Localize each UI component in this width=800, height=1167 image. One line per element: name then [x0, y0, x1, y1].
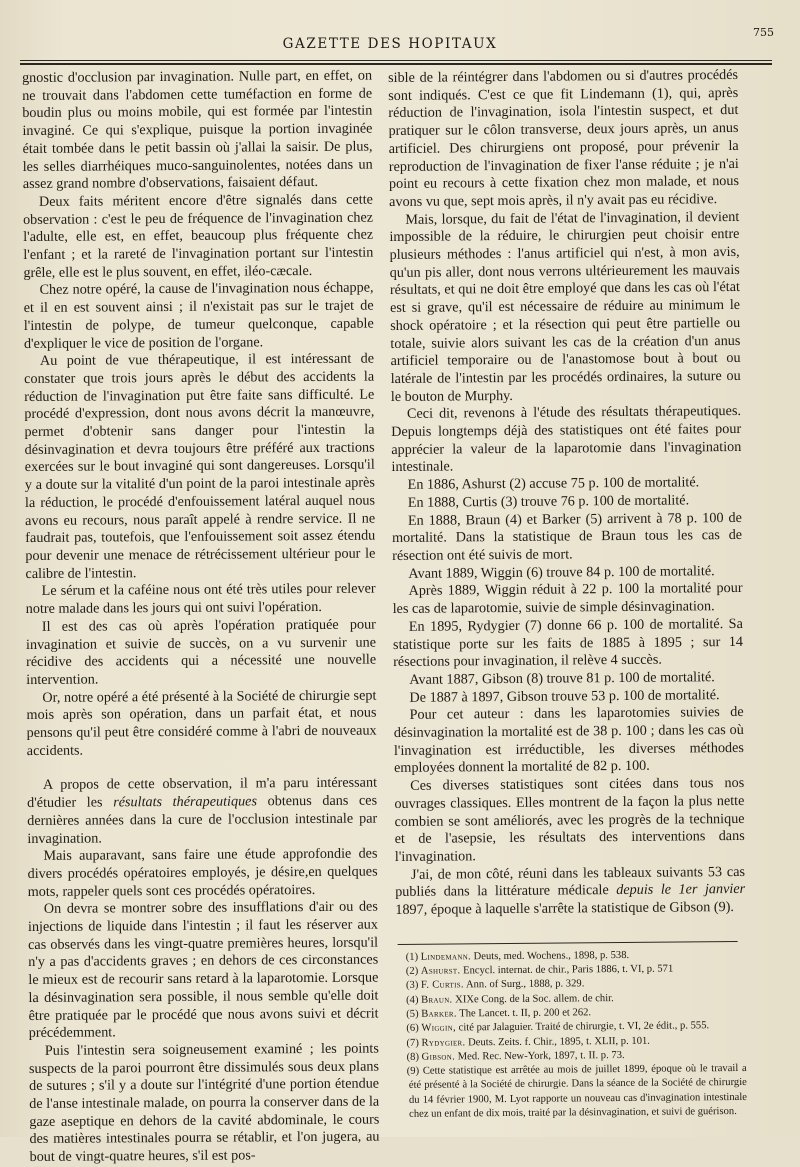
- footnote-author: Braun.: [421, 994, 452, 1005]
- footnote-number: (9): [407, 1066, 419, 1077]
- paragraph: sible de la réintégrer dans l'abdomen ou si d'autres procédés sont indiqués. C'est ce que fit Lindemann (1), qui, après réduction de l'invagination, isola l'intestin suspect, et dut pratiquer sur le côlon transverse, deux jours après, un anus artificiel. Des chirurgiens ont proposé, pour prévenir la reproduction de l'invagination de fixer l'anse réduite ; je n'ai point eu recours à cette fixation chez mon malade, et nous avons vu que, sept mois après, il n'y avait pas eu récidive.: [388, 67, 739, 212]
- text-run: A propos de cette observation, il m'a paru intéressant d'étudier les: [27, 775, 377, 811]
- footnote-text: cité par Jalaguier. Traité de chirurgie, t. VI, 2e édit., p. 555.: [456, 1020, 709, 1033]
- footnote-number: (5): [406, 1009, 418, 1020]
- header-rule-thick: [20, 63, 772, 65]
- paragraph: Le sérum et la caféine nous ont été très utiles pour relever notre malade dans les jours qui ont suivi l'opération.: [26, 581, 376, 619]
- paragraph: Pour cet auteur : dans les laparotomies suivies de désinvagination la mortalité est de 38 p. 100 ; dans les cas où l'invagination est irréductible, les diverses méthodes employées donnent la mortalité de 82 p. 100.: [394, 704, 745, 778]
- paragraph: Mais, lorsque, du fait de l'état de l'invagination, il devient impossible de la réduire, le chirurgien peut choisir entre plusieurs méthodes : l'anus artificiel qui n'est, à mon avis, qu'un pis aller, dont nous verrons ultérieurement les mauvais résultats, et qui ne doit être employé que dans les cas où l'état est si grave, qu'il est nécessaire de réduire au minimum le shock opératoire ; et la résection qui peut être partielle ou totale, suivie alors suivant les cas de la création d'un anus artificiel temporaire ou de l'anastomose bout à bout ou latérale de l'intestin par les procédés ordinaires, la suture ou le bouton de Murphy.: [389, 209, 741, 407]
- paragraph: Deux faits méritent encore d'être signalés dans cette observation : c'est le peu de fréquence de l'invagination chez l'adulte, elle est, en effet, beaucoup plus fréquente chez l'enfant ; et la rareté de l'invagination portant sur l'intestin grêle, elle est le plus souvent, en effet, iléo-cæcale.: [23, 191, 374, 282]
- footnote-text: Ann. of Surg., 1888, p. 329.: [464, 979, 585, 991]
- statistic-line: Après 1889, Wiggin réduit à 22 p. 100 la mortalité pour les cas de laparotomie, suivie de simple désinvagination.: [392, 580, 742, 618]
- text-run: obtenus dans ces dernières années dans la cure de l'occlusion intestinale par invagination.: [27, 793, 377, 847]
- footnote-number: (6): [406, 1023, 418, 1034]
- paragraph: [27, 775, 377, 848]
- statistic-line: En 1886, Ashurst (2) accuse 75 p. 100 de mortalité.: [392, 474, 742, 495]
- footnote-author: Rydygier.: [421, 1037, 465, 1048]
- footnote-text: Med. Rec. New-York, 1897, t. II. p. 73.: [455, 1050, 625, 1062]
- header-rule: [20, 60, 772, 61]
- paragraph: Au point de vue thérapeutique, il est intéressant de constater que trois jours après le début des accidents la réduction de l'invagination put être faite sans difficulté. Le procédé d'expression, dont nous avons décrit la manœuvre, permet d'obtenir sans danger pour l'intestin la désinvagination et devra toujours être préféré aux tractions exercées sur le bout invaginé qui sont dangereuses. Lorsqu'il y a doute sur la vitalité d'un point de la paroi intestinale après la réduction, le procédé d'enfouissement latéral auquel nous avons eu recours, nous paraît appelé à rendre service. Il ne faudrait pas, toutefois, que l'enfouissement soit assez étendu pour devenir une menace de rétrécissement ultérieur pour le calibre de l'intestin.: [24, 351, 376, 584]
- paragraph: [395, 864, 745, 920]
- statistic-line: En 1888, Braun (4) et Barker (5) arrivent à 78 p. 100 de mortalité. Dans la statistique de Braun tous les cas de résection ont été suivis de mort.: [392, 510, 742, 566]
- footnote-author: F. Curtis.: [421, 980, 464, 991]
- footnote-author: Wiggin,: [421, 1023, 456, 1034]
- footnote: [396, 1019, 746, 1036]
- statistic-line: En 1888, Curtis (3) trouve 76 p. 100 de mortalité.: [392, 492, 742, 513]
- text-run: J'ai, de mon côté, réuni dans les tableaux suivants 53 cas publiés dans la littérature médicale: [395, 864, 745, 901]
- journal-title: GAZETTE DES HOPITAUX: [260, 36, 520, 52]
- paragraph: gnostic d'occlusion par invagination. Nulle part, en effet, on ne trouvait dans l'abdomen cette tuméfaction en forme de boudin plus ou moins mobile, qui est formée par l'intestin invaginé. Ce qui s'explique, puisque la portion invaginée était tombée dans le petit bassin où j'allai la saisir. De plus, les selles diarrhéiques muco-sanguinolentes, notées dans un assez grand nombre d'observations, faisaient défaut.: [22, 68, 373, 194]
- statistic-line: En 1895, Rydygier (7) donne 66 p. 100 de mortalité. Sa statistique porte sur les faits de 1885 à 1895 ; sur 14 résections pour invagination, il relève 4 succès.: [393, 616, 743, 672]
- footnote-text: Encycl. internat. de chir., Paris 1886, t. VI, p. 571: [460, 964, 673, 977]
- footnote-author: Lindemann.: [421, 951, 471, 962]
- footnote-author: Ashurst.: [421, 965, 461, 976]
- footnote-author: Gibson.: [422, 1051, 456, 1062]
- paragraph: On devra se montrer sobre des insufflations d'air ou des injections de liquide dans l'intestin ; il faut les réserver aux cas observés dans les vingt-quatre premières heures, lorsqu'il n'y a pas d'accidents graves ; en dehors de ces circonstances le mieux est de recourir sans retard à la laparotomie. Lorsque la désinvagination sera possible, il nous semble qu'elle doit être pratiquée par le procédé que nous avons suivi et décrit précédemment.: [28, 899, 379, 1043]
- footnote: [397, 1062, 747, 1122]
- footnote-number: (8): [407, 1052, 419, 1063]
- footnote-author: Barker.: [421, 1008, 457, 1019]
- footnote-text: Deuts, med. Wochens., 1898, p. 538.: [471, 950, 629, 962]
- footnote-rule: [398, 941, 738, 945]
- left-column: [22, 68, 380, 1167]
- footnote-number: (7): [406, 1037, 418, 1048]
- footnotes: [396, 948, 747, 1123]
- footnote-number: (4): [406, 994, 418, 1005]
- footnote-number: (1): [406, 952, 418, 963]
- paragraph: Mais auparavant, sans faire une étude approfondie des divers procédés opératoires employés, je désire,en quelques mots, rappeler quels sont ces procédés opératoires.: [27, 846, 377, 902]
- paragraph: Il est des cas où après l'opération pratiquée pour invagination et suivie de succès, on a vu survenir une récidive des accidents qui a nécessité une nouvelle intervention.: [26, 616, 376, 689]
- italic-run: depuis le 1er janvier: [616, 881, 745, 898]
- right-column: [388, 67, 747, 1122]
- statistic-line: Avant 1887, Gibson (8) trouve 81 p. 100 de mortalité.: [393, 669, 743, 690]
- statistic-line: Avant 1889, Wiggin (6) trouve 84 p. 100 de mortalité.: [392, 563, 742, 584]
- statistic-line: De 1887 à 1897, Gibson trouve 53 p. 100 de mortalité.: [393, 687, 743, 708]
- footnote-text: XIXe Cong. de la Soc. allem. de chir.: [452, 993, 613, 1005]
- paragraph: Or, notre opéré a été présenté à la Société de chirurgie sept mois après son opération, dans un parfait état, et nous pensons qu'il peut être considéré comme à l'abri de nouveaux accidents.: [26, 687, 376, 760]
- italic-run: résultats thérapeutiques: [113, 794, 257, 811]
- paragraph: Chez notre opéré, la cause de l'invagination nous échappe, et il en est souvent ainsi ; il n'existait pas sur le trajet de l'intestin de polype, de tumeur quelconque, capable d'expliquer le vice de position de l'organe.: [23, 280, 373, 353]
- footnote-text: Deuts. Zeits. f. Chir., 1895, t. XLII, p. 101.: [465, 1035, 650, 1048]
- footnote-text: The Lancet. t. II, p. 200 et 262.: [457, 1007, 591, 1019]
- page-number: 755: [753, 26, 774, 39]
- footnote-text: Cette statistique est arrêtée au mois de juillet 1899, époque où le travail a été présenté à la Société de chirurgie. Dans la séance de la Société de chirurgie du 14 février 1900, M. Lyot rapporte un nouveau cas d'invagination intestinale chez un enfant de dix mois, traité par la désinvagination, et suivi de guérison.: [409, 1063, 747, 1120]
- footnote-number: (3): [406, 980, 418, 991]
- paragraph: Ceci dit, revenons à l'étude des résultats thérapeutiques. Depuis longtemps déjà des statistiques ont été faites pour apprécier la valeur de la laparotomie dans l'invagination intestinale.: [391, 403, 742, 477]
- paragraph: Puis l'intestin sera soigneusement examiné ; les points suspects de la paroi pourront être dissimulés sous deux plans de sutures ; s'il y a doute sur l'intégrité d'une portion étendue de l'anse intestinale malade, on pourra la conserver dans de la gaze aseptique en dehors de la cavité abdominale, le cours des matières intestinales pourra se rétablir, et l'on jugera, au bout de vingt-quatre heures, s'il est pos-: [29, 1041, 380, 1167]
- footnote-number: (2): [406, 966, 418, 977]
- text-run: 1897, époque à laquelle s'arrête la statistique de Gibson (9).: [395, 899, 734, 918]
- paragraph: Ces diverses statistiques sont citées dans tous nos ouvrages classiques. Elles montrent de la façon la plus nette combien se sont améliorés, avec les progrès de la technique et de l'asepsie, les résultats des interventions dans l'invagination.: [394, 775, 745, 867]
